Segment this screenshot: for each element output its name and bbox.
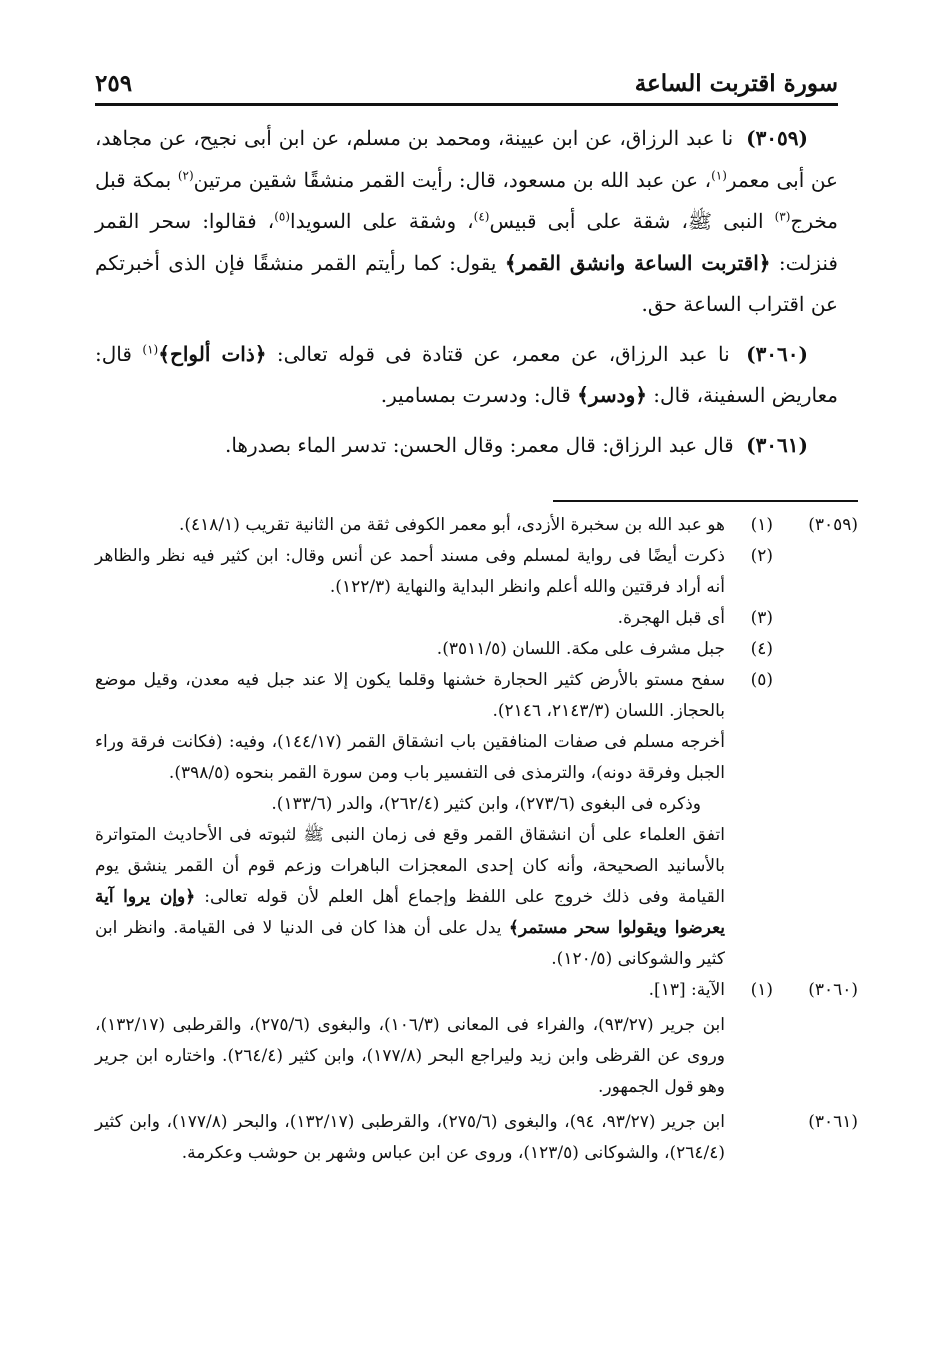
footnote-number: (٥) (750, 670, 773, 690)
hadith-number: (٣٠٥٩) (746, 126, 808, 150)
footnote-paragraph (95, 820, 773, 975)
footnote-marker: (٢) (177, 167, 194, 182)
footnote-text: الآية: [١٣]. (648, 980, 725, 1000)
running-header (95, 68, 838, 98)
footnote-hadith-ref: (٣٠٦٠) (808, 980, 858, 1000)
footnote-hadith-ref: (٣٠٥٩) (808, 515, 858, 535)
hadith-text: قال: معاريض السفينة، قال: (95, 341, 838, 407)
footnote-marker: (٣) (774, 209, 791, 224)
footnote-number: (٤) (750, 639, 773, 659)
header-divider (95, 103, 838, 106)
footnote-item (95, 634, 773, 665)
page-number: ٢٥٩ (95, 70, 133, 97)
footnote-item (95, 975, 773, 1006)
footnote-text: هو عبد الله بن سخبرة الأزدى، أبو معمر الكوفى ثقة من الثانية تقريب (٤١٨/١). (178, 515, 725, 535)
quran-quote: ﴿اقتربت الساعة وانشق القمر﴾ (504, 250, 771, 275)
footnote-marker: (١) (711, 167, 727, 182)
footnote-divider (553, 500, 858, 502)
hadith-number: (٣٠٦١) (746, 432, 808, 457)
hadith-text: نا عبد الرزاق، عن ابن عيينة، ومحمد بن مسلم، عن ابن أبى نجيح، عن مجاهد، عن أبى معمر (95, 126, 838, 192)
footnote-text: جبل مشرف على مكة. اللسان (٣٥١١/٥). (436, 639, 725, 659)
footnote-marker: (٤) (473, 209, 490, 224)
footnote-item (95, 510, 773, 541)
main-text (95, 118, 838, 466)
hadith-number: (٣٠٦٠) (746, 341, 808, 366)
footnote-paragraph: ابن جرير (٩٣/٢٧)، والفراء فى المعانى (١٠٦/٣)، والبغوى (٢٧٥/٦)، والقرطبى (١٣٢/١٧)، وروى عن القرظى وابن زيد وليراجع البحر (١٧٧/٨)، وابن كثير (٢٦٤/٤). واختاره ابن جرير وهو قول الجمهور. (95, 1015, 725, 1097)
hadith-text: النبى ﷺ، شقة على أبى قبيس (489, 209, 775, 233)
footnotes (95, 510, 858, 1169)
footnote-number: (١) (750, 515, 773, 535)
quran-quote: ﴿وإن يروا آية يعرضوا ويقولوا سحر مستمر﴾ (95, 887, 725, 938)
footnote-paragraph: أخرجه مسلم فى صفات المنافقين باب انشقاق القمر (١٤٤/١٧)، وفيه: (فكانت فرقة وراء الجبل وفرقة دونه)، والترمذى فى التفسير باب ومن سورة القمر بنحوه (٣٩٨/٥). (95, 732, 725, 783)
footnote-group-3059 (95, 510, 858, 975)
footnote-item (95, 603, 773, 634)
footnote-text: اتفق العلماء على أن انشقاق القمر وقع فى زمان النبى ﷺ لثبوته فى الأحاديث المتواترة بالأسانيد الصحيحة، وأنه كان إحدى المعجزات الباهرات وزعم قوم أن القمر ينشق يوم القيامة وفى ذلك خروج على اللفظ وإجماع أهل العلم لأن قوله تعالى: (95, 825, 726, 907)
hadith-3061 (95, 425, 838, 467)
hadith-text: بمكة قبل مخرج (95, 167, 838, 233)
footnote-text: ذكرت أيضًا فى رواية لمسلم وفى مسند أحمد عن أنس وقال: ابن كثير فيه نظر والظاهر أنه أراد فرقتين والله أعلم وانظر البداية والنهاية (١٢٢/٣). (95, 546, 725, 597)
footnote-group-3060 (95, 975, 858, 1103)
footnote-marker: (٥) (274, 209, 291, 224)
footnote-item (95, 541, 773, 603)
hadith-text: نا عبد الرزاق، عن معمر، عن قتادة فى قوله تعالى: (266, 341, 741, 366)
footnote-hadith-ref: (٣٠٦١) (808, 1112, 858, 1132)
chapter-title: سورة اقتربت الساعة (634, 70, 838, 97)
footnote-text: سفح مستو بالأرض كثير الحجارة خشنها وقلما يكون إلا عند جبل فيه معدن، وقيل موضع بالحجاز. اللسان (٢١٤٣/٣، ٢١٤٦). (95, 670, 725, 721)
hadith-text: ، فقالوا: سحر القمر فنزلت: (95, 209, 838, 275)
footnote-number: (٣) (750, 608, 773, 628)
footnote-number: (١) (750, 980, 773, 1000)
hadith-3060 (95, 334, 838, 417)
footnote-group-3061 (95, 1107, 858, 1169)
hadith-3059 (95, 118, 838, 326)
hadith-text: قال عبد الرزاق: قال معمر: وقال الحسن: تدسر الماء بصدرها. (224, 432, 741, 457)
footnote-text: يدل على أن هذا كان فى الدنيا لا فى القيامة. وانظر ابن كثير والشوكانى (١٢٠/٥). (95, 918, 725, 969)
hadith-text: ، عن عبد الله بن مسعود، قال: رأيت القمر منشقًا شقين مرتين (193, 167, 712, 192)
footnote-marker: (١) (142, 341, 159, 356)
footnote-paragraph: وذكره فى البغوى (٢٧٣/٦)، وابن كثير (٢٦٢/٤)، والدر (١٣٣/٦). (271, 794, 701, 814)
footnote-paragraph: ابن جرير (٩٣/٢٧، ٩٤)، والبغوى (٢٧٥/٦)، والقرطبى (١٣٢/١٧)، والبحر (١٧٧/٨)، وابن كثير (٢٦٤/٤)، والشوكانى (١٢٣/٥)، وروى عن ابن عباس وشهر بن حوشب وعكرمة. (95, 1112, 726, 1163)
footnote-text: أى قبل الهجرة. (617, 608, 725, 628)
footnote-number: (٢) (750, 546, 773, 566)
hadith-text: قال: ودسرت بمسامير. (380, 383, 578, 407)
quran-quote: ﴿ودسر﴾ (577, 383, 647, 407)
hadith-text: ، وشقة على السويدا (290, 209, 474, 233)
quran-quote: ﴿ذات ألواح﴾ (158, 341, 267, 366)
hadith-text: يقول: كما رأيتم القمر منشقًا فإن الذى أخبرتكم عن اقتراب الساعة حق. (95, 250, 838, 316)
footnote-item (95, 665, 773, 727)
